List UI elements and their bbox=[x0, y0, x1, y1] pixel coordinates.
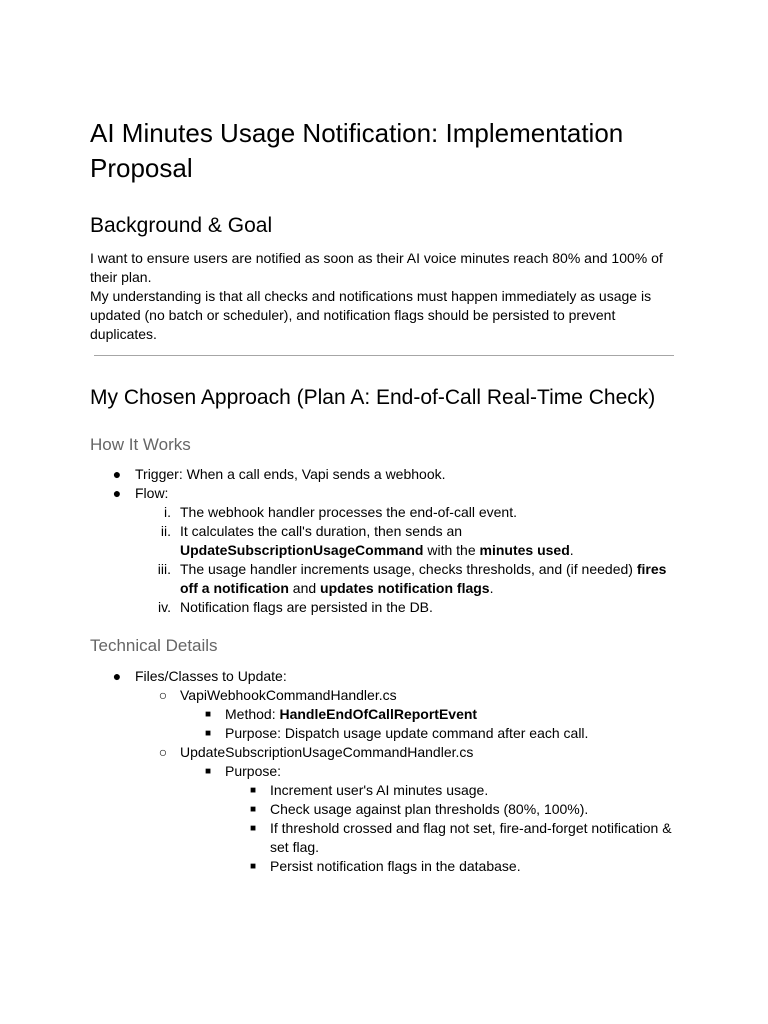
purpose-item bbox=[90, 857, 680, 876]
minutes-used: minutes used bbox=[479, 542, 570, 558]
technical-details-heading: Technical Details bbox=[90, 636, 218, 655]
purpose-item bbox=[90, 800, 680, 819]
square-bullet-icon: ■ bbox=[249, 804, 257, 815]
file-name: UpdateSubscriptionUsageCommandHandler.cs bbox=[180, 744, 474, 760]
updates-flags: updates notification flags bbox=[320, 580, 490, 596]
step-text: Notification flags are persisted in the DB. bbox=[180, 599, 433, 615]
file1-method bbox=[90, 705, 680, 724]
how-it-works-heading: How It Works bbox=[90, 435, 191, 454]
square-bullet-icon: ■ bbox=[249, 823, 257, 834]
square-bullet-icon: ■ bbox=[249, 785, 257, 796]
step-text: The webhook handler processes the end-of-call event. bbox=[180, 504, 517, 520]
square-bullet-icon: ■ bbox=[204, 766, 212, 777]
purpose-item bbox=[90, 781, 680, 800]
bullet-icon: ● bbox=[112, 466, 122, 482]
step-text: The usage handler increments usage, checks thresholds, and (if needed) fires off a notification and updates notification flags. bbox=[180, 561, 667, 596]
file1-purpose bbox=[90, 724, 680, 743]
step-marker: iii. bbox=[157, 561, 171, 577]
purpose-label: Purpose: bbox=[225, 763, 282, 779]
purpose-item-text: If threshold crossed and flag not set, fire-and-forget notification & set flag. bbox=[270, 820, 672, 855]
approach-heading: My Chosen Approach (Plan A: End-of-Call Real-Time Check) bbox=[90, 386, 656, 409]
file-item-usage-handler bbox=[90, 743, 680, 762]
purpose-text: Purpose: Dispatch usage update command after each call. bbox=[225, 725, 589, 741]
document bbox=[90, 116, 680, 876]
square-bullet-icon: ■ bbox=[249, 861, 257, 872]
method-text: Method: HandleEndOfCallReportEvent bbox=[225, 706, 478, 722]
purpose-item-text: Persist notification flags in the database. bbox=[270, 858, 521, 874]
trigger-text: Trigger: When a call ends, Vapi sends a webhook. bbox=[135, 466, 446, 482]
background-paragraph-1: I want to ensure users are notified as soon as their AI voice minutes reach 80% and 100% of their plan. bbox=[90, 250, 663, 285]
circle-bullet-icon: ○ bbox=[158, 744, 168, 760]
background-paragraph-2: My understanding is that all checks and notifications must happen immediately as usage is updated (no batch or scheduler), and notification flags should be persisted to prevent duplicates. bbox=[90, 288, 652, 342]
list-item-trigger bbox=[90, 465, 680, 484]
horizontal-rule bbox=[94, 355, 674, 356]
flow-label: Flow: bbox=[135, 485, 169, 501]
bullet-icon: ● bbox=[112, 668, 122, 684]
purpose-item-text: Check usage against plan thresholds (80%, 100%). bbox=[270, 801, 589, 817]
square-bullet-icon: ■ bbox=[204, 709, 212, 720]
file2-purpose bbox=[90, 762, 680, 781]
flow-step-2 bbox=[90, 522, 680, 560]
circle-bullet-icon: ○ bbox=[158, 687, 168, 703]
purpose-item-text: Increment user's AI minutes usage. bbox=[270, 782, 489, 798]
bullet-icon: ● bbox=[112, 485, 122, 501]
file-name: VapiWebhookCommandHandler.cs bbox=[180, 687, 397, 703]
list-item-flow bbox=[90, 484, 680, 503]
step-marker: ii. bbox=[160, 523, 171, 539]
page-title: AI Minutes Usage Notification: Implementation Proposal bbox=[90, 118, 624, 183]
purpose-item bbox=[90, 819, 680, 857]
square-bullet-icon: ■ bbox=[204, 728, 212, 739]
flow-step-4 bbox=[90, 598, 680, 617]
step-marker: iv. bbox=[158, 599, 171, 615]
method-name: HandleEndOfCallReportEvent bbox=[279, 706, 478, 722]
flow-step-3 bbox=[90, 560, 680, 598]
file-item-webhook bbox=[90, 686, 680, 705]
background-heading: Background & Goal bbox=[90, 214, 273, 237]
fires-notification: fires off a notification bbox=[180, 561, 667, 596]
step-text: It calculates the call's duration, then sends an UpdateSubscriptionUsageCommand with the minutes used. bbox=[180, 523, 574, 558]
step-marker: i. bbox=[164, 504, 171, 520]
files-label: Files/Classes to Update: bbox=[135, 668, 287, 684]
command-name: UpdateSubscriptionUsageCommand bbox=[180, 542, 424, 558]
flow-step-1 bbox=[90, 503, 680, 522]
list-item-files bbox=[90, 667, 680, 686]
